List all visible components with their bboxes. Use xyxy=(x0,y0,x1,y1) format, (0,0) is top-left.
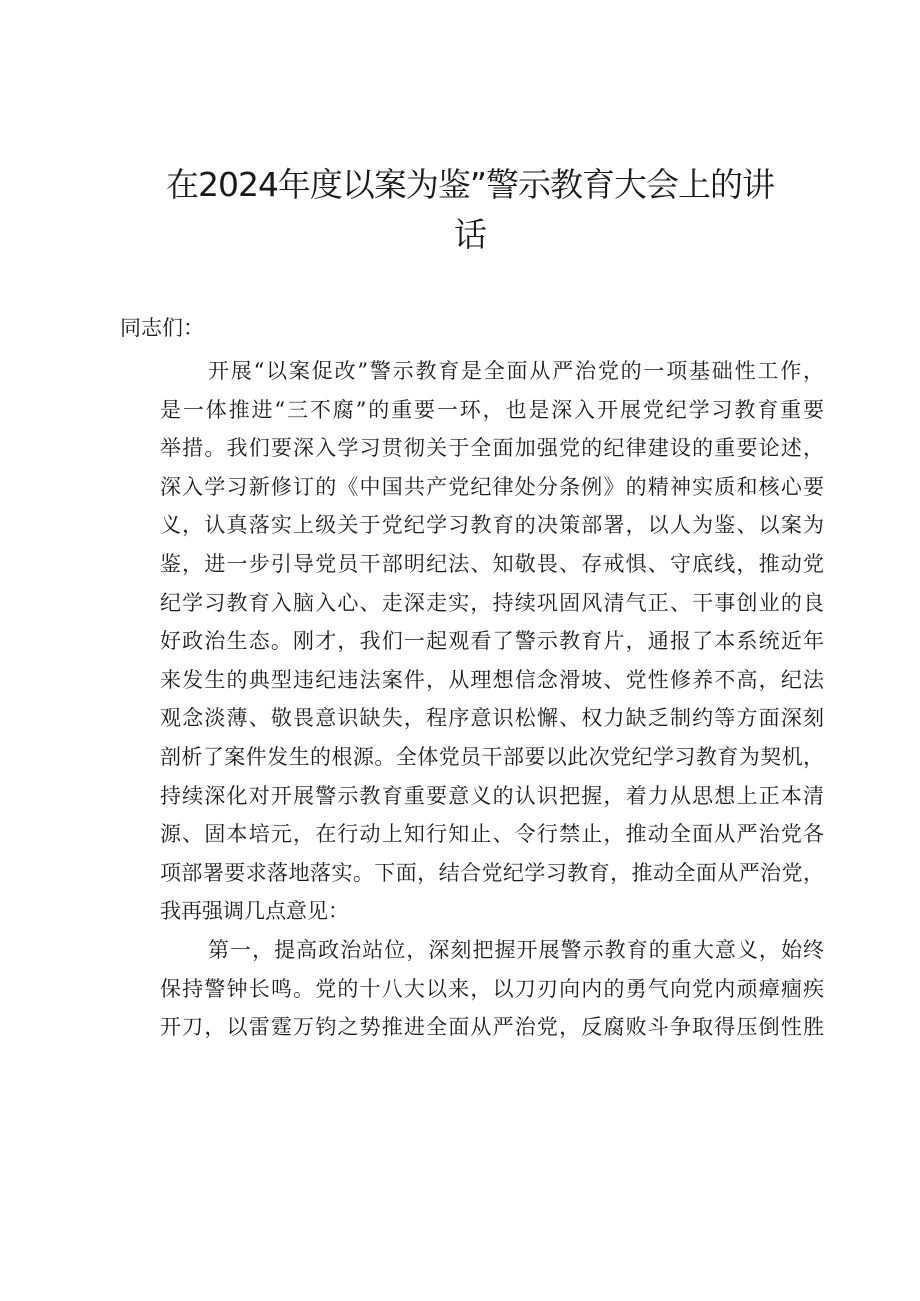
paragraph-1-line: 项部署要求落地落实。下面，结合党纪学习教育，推动全面从严治党， xyxy=(160,860,824,885)
paragraph-1-line: 纪学习教育入脑入心、走深走实，持续巩固风清气正、干事创业的良 xyxy=(160,590,824,615)
paragraph-1-line: 好政治生态。刚才，我们一起观看了警示教育片，通报了本系统近年 xyxy=(160,629,824,654)
paragraph-1-line: 来发生的典型违纪违法案件，从理想信念滑坡、党性修养不高，纪法 xyxy=(160,667,824,692)
paragraph-1-line: 是一体推进“三不腐”的重要一环，也是深入开展党纪学习教育重要 xyxy=(160,397,824,422)
paragraph-1-line: 义，认真落实上级关于党纪学习教育的决策部署，以人为鉴、以案为 xyxy=(160,513,824,538)
paragraph-1-line: 持续深化对开展警示教育重要意义的认识把握，着力从思想上正本清 xyxy=(160,783,824,808)
paragraph-2-line: 开刀，以雷霆万钧之势推进全面从严治党，反腐败斗争取得压倒性胜 xyxy=(160,1015,824,1040)
paragraph-1-line: 观念淡薄、敬畏意识缺失，程序意识松懈、权力缺乏制约等方面深刻 xyxy=(160,706,824,731)
body-text xyxy=(118,352,824,1047)
paragraph-1-line: 剖析了案件发生的根源。全体党员干部要以此次党纪学习教育为契机， xyxy=(160,744,824,769)
document-title xyxy=(150,160,790,260)
paragraph-1-line: 开展“以案促改”警示教育是全面从严治党的一项基础性工作， xyxy=(208,359,824,383)
paragraph-1-line: 深入学习新修订的《中国共产党纪律处分条例》的精神实质和核心要 xyxy=(160,474,824,499)
salutation: 同志们： xyxy=(120,316,204,340)
paragraph-1-line: 鉴，进一步引导党员干部明纪法、知敬畏、存戒惧、守底线，推动党 xyxy=(160,551,824,576)
paragraph-2 xyxy=(118,931,824,1047)
paragraph-1-line: 我再强调几点意见： xyxy=(160,899,349,924)
paragraph-2-line: 第一，提高政治站位，深刻把握开展警示教育的重大意义，始终 xyxy=(208,937,824,962)
paragraph-1-line: 举措。我们要深入学习贯彻关于全面加强党的纪律建设的重要论述， xyxy=(160,436,824,461)
paragraph-1-line: 源、固本培元，在行动上知行知止、令行禁止，推动全面从严治党各 xyxy=(160,822,824,847)
paragraph-1 xyxy=(118,352,824,931)
title-line-2: 话 xyxy=(454,215,486,254)
title-line-1: 在2024年度以案为鉴”警示教育大会上的讲 xyxy=(165,165,775,204)
paragraph-2-line: 保持警钟长鸣。党的十八大以来，以刀刃向内的勇气向党内顽瘴痼疾 xyxy=(160,976,824,1001)
